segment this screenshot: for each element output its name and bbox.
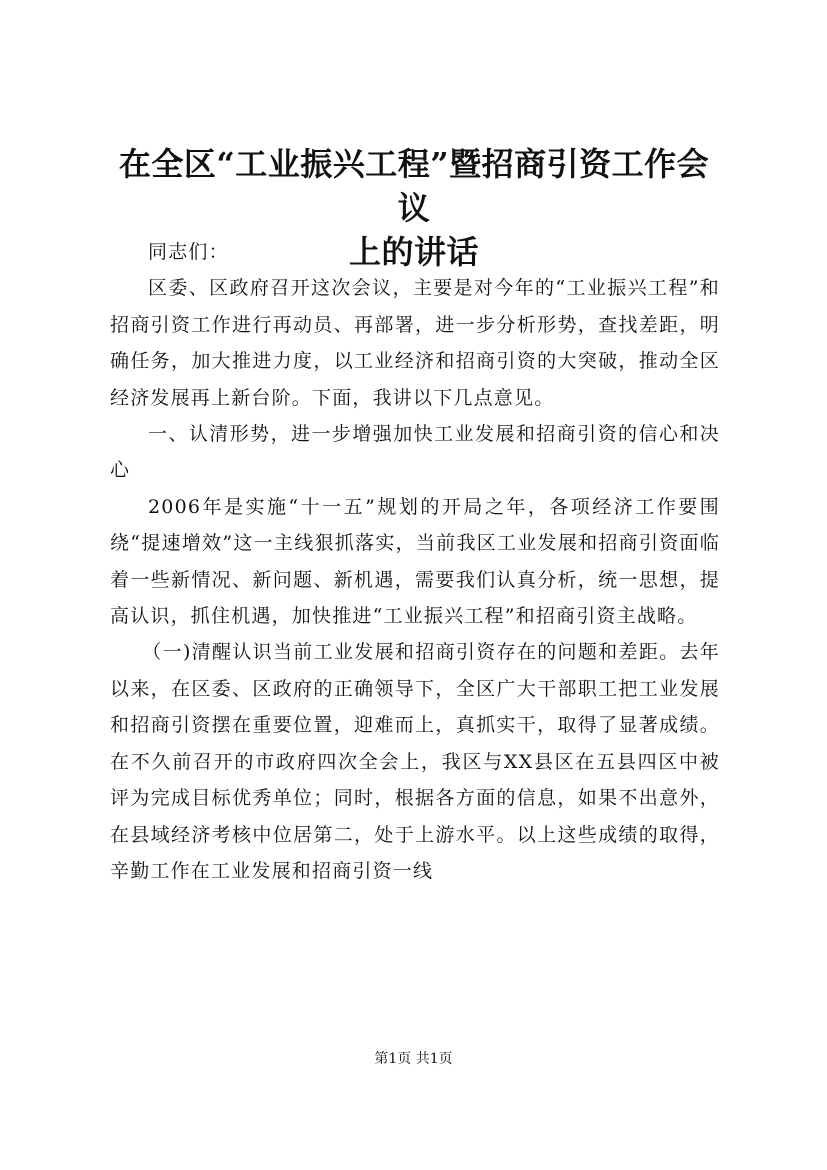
document-body (110, 234, 720, 889)
section-heading: 一、认清形势，进一步增强加快工业发展和招商引资的信心和决心 (110, 423, 720, 482)
title-line-2: 上的讲话 (348, 233, 479, 271)
salutation: 同志们： (148, 241, 229, 263)
title-line-1: 在全区“工业振兴工程”暨招商引资工作会议 (118, 145, 710, 227)
body-paragraph: （一)清醒认识当前工业发展和招商引资存在的问题和差距。去年以来，在区委、区政府的正确领导下，全区广大干部职工把工业发展和招商引资摆在重要位置，迎难而上，真抓实干，取得了显著成绩。在不久前召开的市政府四次全会上，我区与XX县区在五县四区中被评为完成目标优秀单位；同时，根据各方面的信息，如果不出意外，在县域经济考核中位居第二，处于上游水平。以上这些成绩的取得，辛勤工作在工业发展和招商引资一线 (110, 641, 720, 882)
page-footer: 第1页 共1页 (374, 1051, 453, 1067)
body-paragraph: 2006年是实施“十一五”规划的开局之年，各项经济工作要围绕“提速增效”这一主线狠抓落实，当前我区工业发展和招商引资面临着一些新情况、新问题、新机遇，需要我们认真分析，统一思想，提高认识，抓住机遇，加快推进“工业振兴工程”和招商引资主战略。 (110, 495, 720, 628)
body-paragraph: 区委、区政府召开这次会议，主要是对今年的“工业振兴工程”和招商引资工作进行再动员、再部署，进一步分析形势，查找差距，明确任务，加大推进力度，以工业经济和招商引资的大突破，推动全区经济发展再上新台阶。下面，我讲以下几点意见。 (110, 277, 720, 409)
